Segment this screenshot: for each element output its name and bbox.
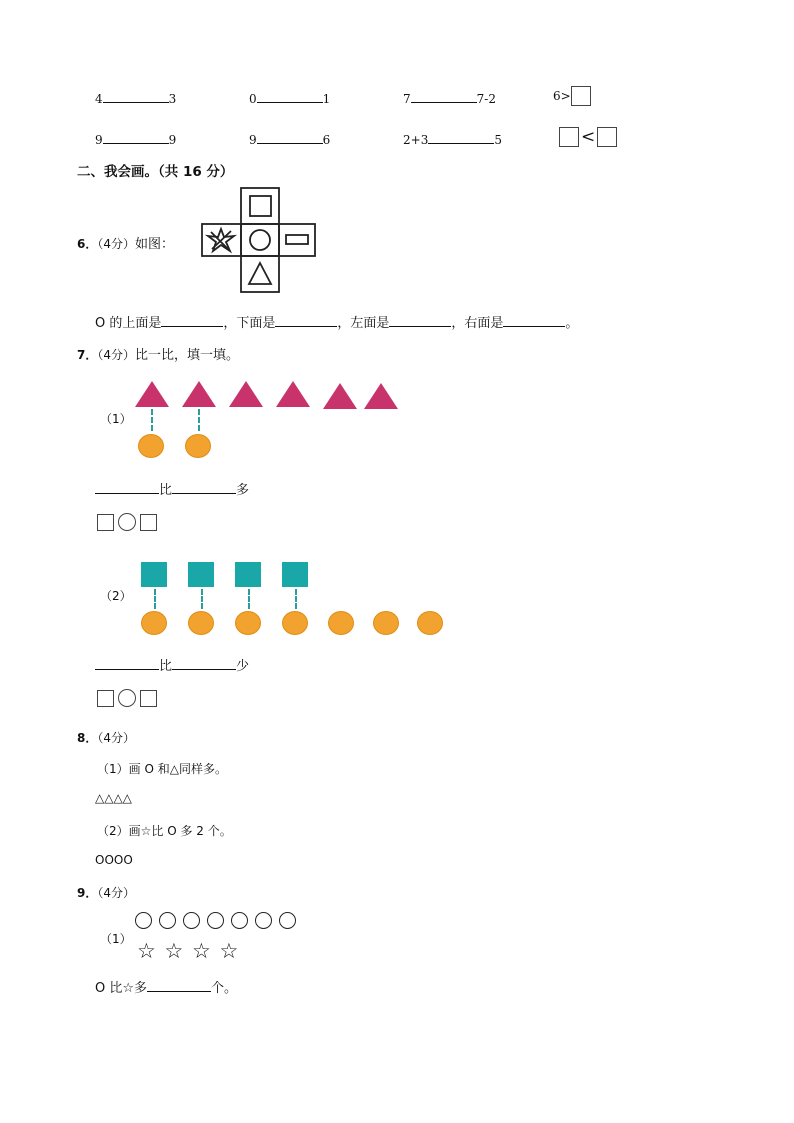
orange-circle-icon: [373, 611, 399, 635]
triangle-row: △△△△: [95, 791, 132, 805]
answer-blank[interactable]: [95, 481, 159, 494]
right-cell: [279, 224, 315, 256]
question-points: （4分）: [97, 731, 135, 745]
circle-shape-icon: [250, 230, 270, 250]
below-label: ，下面是: [223, 316, 276, 331]
compare-right: 7-2: [476, 92, 496, 106]
circle-icon: [159, 912, 176, 929]
answer-blank-right[interactable]: [503, 314, 565, 327]
answer-blank-below[interactable]: [275, 314, 337, 327]
less-word: 少: [236, 659, 250, 674]
compare-left: 9: [249, 133, 257, 147]
compare-0-1: [249, 90, 330, 106]
answer-blank-above[interactable]: [161, 314, 223, 327]
orange-circle-icon: [282, 611, 308, 635]
answer-blank[interactable]: [172, 481, 236, 494]
circle-above-label: O 的上面是: [95, 316, 162, 331]
orange-circle-icon: [235, 611, 261, 635]
answer-square-box[interactable]: [140, 514, 157, 531]
part-2-symbol-answer: [97, 689, 157, 707]
orange-circle-icon: [138, 434, 164, 458]
part-2-answer-line: [95, 655, 249, 674]
circle-icon: [279, 912, 296, 929]
compare-right: 5: [494, 133, 502, 147]
question-6-answer-line: [95, 312, 578, 331]
match-line: [248, 589, 250, 609]
circle-icon: [231, 912, 248, 929]
answer-box[interactable]: [559, 127, 579, 147]
triangle-icon: [276, 381, 310, 407]
teal-square-icon: [141, 562, 167, 587]
left-label: ，左面是: [337, 316, 390, 331]
rectangle-shape-icon: [286, 235, 308, 244]
part-1-answer-line: [95, 479, 249, 498]
answer-square-box[interactable]: [97, 690, 114, 707]
answer-blank[interactable]: [411, 90, 477, 103]
compare-4-3: [95, 90, 176, 106]
answer-blank-left[interactable]: [389, 314, 451, 327]
answer-blank[interactable]: [103, 131, 169, 144]
answer-square-box[interactable]: [140, 690, 157, 707]
orange-circle-icon: [417, 611, 443, 635]
square-shape-icon: [250, 196, 271, 216]
top-cell: [241, 188, 279, 224]
orange-circle-icon: [141, 611, 167, 635]
answer-box[interactable]: [571, 86, 591, 106]
less-than-operator: <: [581, 127, 596, 147]
sentence-end: 个。: [211, 981, 238, 996]
star-row: ☆ ☆ ☆ ☆: [137, 939, 240, 963]
triangle-icon: [135, 381, 169, 407]
compare-prefix: 6>: [553, 89, 571, 103]
match-line: [198, 409, 200, 431]
compare-left: 7: [403, 92, 411, 106]
answer-blank[interactable]: [147, 979, 211, 992]
compare-left: 0: [249, 92, 257, 106]
compare-right: 9: [168, 133, 177, 147]
answer-blank[interactable]: [257, 131, 323, 144]
circle-row-icons: [135, 912, 303, 933]
compare-word: 比: [159, 659, 173, 674]
circle-icon: [135, 912, 152, 929]
question-points: （4分）: [97, 237, 135, 251]
compare-9-9: [95, 131, 176, 147]
teal-square-icon: [235, 562, 261, 587]
circle-more-than-star-label: O 比☆多: [95, 981, 148, 996]
circle-icon: [183, 912, 200, 929]
match-line: [151, 409, 153, 431]
triangle-icon: [323, 383, 357, 409]
compare-7-7minus2: [403, 90, 496, 106]
answer-blank[interactable]: [95, 657, 159, 670]
more-word: 多: [236, 483, 250, 498]
answer-box[interactable]: [597, 127, 617, 147]
answer-square-box[interactable]: [97, 514, 114, 531]
triangle-icon: [229, 381, 263, 407]
orange-circle-icon: [328, 611, 354, 635]
question-8-header: [77, 729, 135, 746]
question-8-part-2: （2）画☆比 O 多 2 个。: [97, 824, 232, 838]
answer-blank[interactable]: [172, 657, 236, 670]
question-points: （4分）: [97, 886, 135, 900]
answer-circle-box[interactable]: [118, 513, 136, 531]
answer-blank[interactable]: [103, 90, 169, 103]
orange-circle-icon: [188, 611, 214, 635]
compare-2plus3-5: [403, 131, 502, 147]
circle-row: OOOO: [95, 853, 133, 867]
cross-figure: [200, 186, 318, 296]
part-2-label: （2）: [100, 589, 132, 603]
answer-circle-box[interactable]: [118, 689, 136, 707]
compare-9-6: [249, 131, 330, 147]
question-7-header: [77, 344, 239, 363]
compare-left: 4: [95, 92, 103, 106]
question-points: （4分）: [97, 348, 135, 362]
triangle-shape-icon: [249, 263, 271, 284]
compare-6-greater-box: [553, 86, 591, 106]
question-prompt: 如图：: [135, 237, 175, 252]
question-6-header: [77, 233, 174, 252]
section-title: 二、我会画。（共 16 分）: [77, 164, 234, 180]
question-8-part-1: （1）画 O 和△同样多。: [97, 762, 227, 776]
match-line: [295, 589, 297, 609]
question-number: 8．: [77, 731, 98, 745]
part-1-symbol-answer: [97, 513, 157, 531]
compare-left: 2+3: [403, 133, 429, 147]
triangle-icon: [182, 381, 216, 407]
circle-icon: [207, 912, 224, 929]
teal-square-icon: [282, 562, 308, 587]
match-line: [154, 589, 156, 609]
sentence-end: 。: [565, 316, 579, 331]
question-number: 9．: [77, 886, 98, 900]
circle-icon: [255, 912, 272, 929]
question-number: 7．: [77, 348, 98, 362]
match-line: [201, 589, 203, 609]
teal-square-icon: [188, 562, 214, 587]
compare-right: 6: [322, 133, 331, 147]
part-1-label: （1）: [100, 412, 132, 426]
compare-box-less-box: [559, 127, 617, 147]
compare-right: 3: [168, 92, 177, 106]
question-9-header: [77, 884, 135, 901]
orange-circle-icon: [185, 434, 211, 458]
answer-blank[interactable]: [428, 131, 494, 144]
question-number: 6．: [77, 237, 98, 251]
question-9-answer-line: [95, 977, 237, 996]
question-prompt: 比一比，填一填。: [135, 348, 240, 363]
triangle-icon: [364, 383, 398, 409]
answer-blank[interactable]: [257, 90, 323, 103]
right-label: ，右面是: [451, 316, 504, 331]
compare-right: 1: [322, 92, 331, 106]
part-1-label: （1）: [100, 932, 132, 946]
compare-left: 9: [95, 133, 103, 147]
center-cell: [241, 224, 279, 256]
compare-word: 比: [159, 483, 173, 498]
